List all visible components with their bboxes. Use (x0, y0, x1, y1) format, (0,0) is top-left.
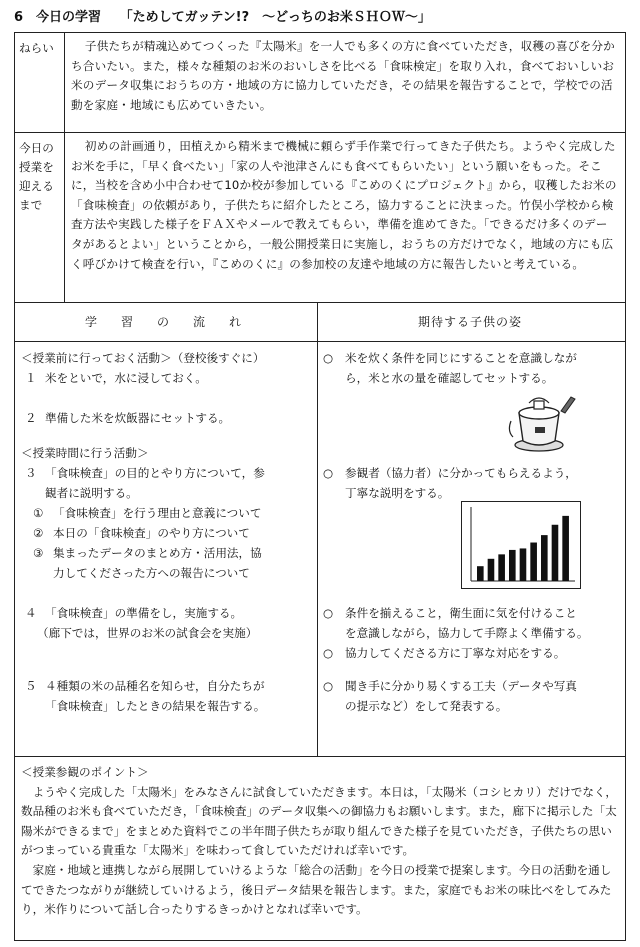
expected-1-text-a: 米を炊く条件を同じにすることを意識しなが (345, 351, 577, 365)
section-number: 6 今日の学習 (14, 10, 102, 25)
pre-step-1-text: 米をといで，水に浸しておく。 (45, 371, 207, 385)
chart-bar (509, 550, 516, 581)
expected-4-text: 協力してくださる方に丁寧な対応をする。 (345, 646, 566, 660)
step-3-number: ３ (25, 466, 37, 480)
step-3-text-a: 「食味検査」の目的とやり方について，参 (45, 466, 265, 480)
expected-5-bullet: ○ (323, 679, 334, 693)
expected-5 (323, 676, 577, 696)
page-header (14, 6, 630, 30)
lesson-title: 「ためしてガッテン!? ～どっちのお米ＳＨＯＷ～」 (119, 10, 431, 25)
step-5-text-b: 「食味検査」したときの結果を報告する。 (45, 699, 266, 713)
step-3-sub-3-text-b: 力してくださった方への報告について (53, 566, 250, 580)
expected-1-text-b: ら，米と水の量を確認してセットする。 (345, 371, 554, 385)
flow-table (15, 303, 625, 757)
background-text: 初めの計画通り，田植えから精米まで機械に頼らず手作業で行ってきた子供たち。ようやく完成したお米を手に，「早く食べたい」「家の人や池津さんにも食べてもらいたい」という願いをもった。そこに，当校を含め小中合わせて10か校が参加している『こめのくにプロジェクト』から，収穫したお米の「食味検査」の依頼があり，子供たちに紹介したところ，協力することに決まった。竹俣小学校から検査方法や実践した様子をＦＡＸやメールで教えてもらい，準備を進めてきた。「できるだけ多くのデータがあるとよい」ということから，一般公開授業日に実施し，おうちの方だけでなく，地域の方にも広く呼びかけて検査を行い，『こめのくに』の参加校の友達や地域の方に報告したいと考えている。 (71, 139, 617, 271)
points-paragraph-1: ようやく完成した「太陽米」をみなさんに試食していただきます。本日は，「太陽米（コシヒカリ）だけでなく，数品種のお米も食べていただき，「食味検査」のデータ収集への御協力もお願いします。また，廊下に掲示した「太陽米ができるまで」をまとめた資料でこの半年間子供たちが取り組んできた様子を見ていただき，子供たちの思いがつまっている貴重な「太陽米」を味わって食していただければ幸いです。 (21, 784, 617, 858)
expected-1-bullet: ○ (323, 351, 334, 365)
expected-2-text-b: 丁寧な説明をする。 (345, 486, 450, 500)
points-paragraph-2: 家庭・地域と連携しながら展開していけるような「総合の活動」を今日の授業で提案します。今日の活動を通してできたつながりが継続していけるよう，後日データ結果を報告します。また，家庭でもお米の味比べをしてみたり，米作りについて話し合ったりするきっかけとなれば幸いです。 (21, 862, 612, 917)
chart-bar (477, 566, 484, 581)
expected-2 (323, 463, 577, 483)
step-3-sub-1-text: 「食味検査」を行う理由と意義について (53, 506, 262, 520)
step-4-text-a: 「食味検査」の準備をし，実施する。 (45, 606, 243, 620)
step-4-number: ４ (25, 606, 37, 620)
step-4-text-b: （廊下では，世界のお米の試食会を実施） (37, 626, 258, 640)
flow-right-header: 期待する子供の姿 (417, 315, 522, 329)
background-row (15, 133, 625, 303)
chart-bar (562, 516, 569, 581)
chart-bar (498, 554, 505, 581)
chart-bar (552, 525, 559, 581)
bar-chart-illustration (461, 501, 581, 589)
pre-step-2-number: ２ (25, 411, 37, 425)
observation-points (15, 757, 625, 940)
flow-left-header: 学 習 の 流 れ (84, 315, 247, 329)
step-3-sub-3-number: ③ (33, 546, 44, 560)
expected-5-text-b: の提示など）をして発表する。 (345, 699, 508, 713)
expected-3-text-b: を意識しながら，協力して手際よく準備する。 (345, 626, 589, 640)
aim-label: ねらい (15, 33, 65, 132)
pre-step-2 (25, 408, 230, 428)
lesson-plan-sheet (14, 32, 626, 941)
expected-1 (323, 348, 577, 368)
background-label: 今日の授業を迎えるまで (15, 133, 65, 302)
step-3-sub-2-text: 本日の「食味検査」のやり方について (53, 526, 250, 540)
step-5-text-a: ４種類の米の品種名を知らせ，自分たちが (45, 679, 265, 693)
pre-step-2-text: 準備した米を炊飯器にセットする。 (45, 411, 231, 425)
pre-activities-title: ＜授業前に行っておく活動＞（登校後すぐに） (21, 351, 265, 365)
step-3-sub-1 (33, 503, 261, 523)
pre-step-1 (25, 368, 207, 388)
chart-bar (530, 543, 537, 581)
step-3-text-b: 観者に説明する。 (45, 486, 138, 500)
expected-5-text-a: 聞き手に分かり易くする工夫（データや写真 (345, 679, 577, 693)
expected-3-bullet: ○ (323, 606, 334, 620)
step-3-sub-2-number: ② (33, 526, 44, 540)
expected-4-bullet: ○ (323, 646, 334, 660)
step-3-sub-3-text-a: 集まったデータのまとめ方・活用法，協 (53, 546, 262, 560)
aim-text: 子供たちが精魂込めてつくった『太陽米』を一人でも多くの方に食べていただき，収穫の喜びを分かち合いたい。また，様々な種類のお米のおいしさを比べる「食味検定」を取り入れ，食べておいしいお米のデータ収集におうちの方・地域の方に協力していただき，その結果を報告することで，学校での活動を家庭・地域にも広めていきたい。 (71, 39, 615, 112)
during-activities-title: ＜授業時間に行う活動＞ (21, 446, 149, 460)
step-3 (25, 463, 265, 483)
step-4 (25, 603, 242, 623)
expected-3-text-a: 条件を揃えること，衛生面に気を付けること (345, 606, 577, 620)
pre-step-1-number: １ (25, 371, 37, 385)
chart-bar (541, 535, 548, 581)
step-3-sub-1-number: ① (33, 506, 44, 520)
points-content (21, 763, 619, 920)
expected-2-text-a: 参観者（協力者）に分かってもらえるよう， (345, 466, 577, 480)
flow-column-divider (317, 303, 318, 756)
aim-row (15, 33, 625, 133)
step-5 (25, 676, 265, 696)
points-title: ＜授業参観のポイント＞ (21, 765, 149, 779)
expected-3 (323, 603, 577, 623)
chart-bar (520, 548, 527, 581)
expected-4 (323, 643, 565, 663)
step-3-sub-3 (33, 543, 262, 563)
step-5-number: ５ (25, 679, 37, 693)
step-3-sub-2 (33, 523, 250, 543)
rice-cooker-illustration (505, 391, 577, 455)
expected-2-bullet: ○ (323, 466, 334, 480)
chart-bar (488, 559, 495, 581)
flow-header-divider (15, 341, 625, 342)
